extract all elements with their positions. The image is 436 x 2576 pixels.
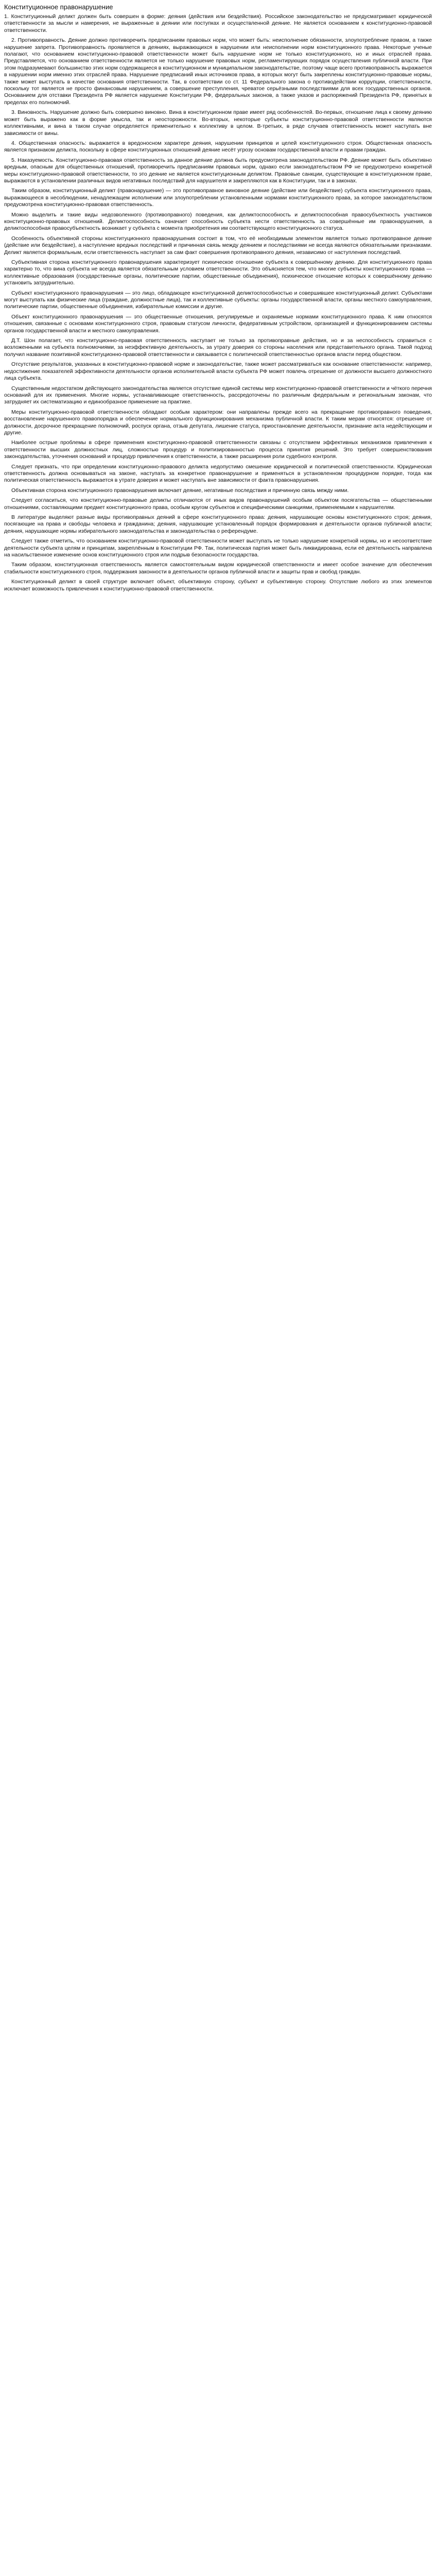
paragraph: Следует признать, что при определении конституционно-правового деликта недопустимо смешение юридической и политической ответственности. Юридическая ответственность должна основываться на законе, наступать за конкретное правонарушение и применяться в установленном процедурном порядке, тогда как политическая ответственность выражается в утрате доверия и может наступать вне зависимости от факта правонарушения. <box>4 463 432 484</box>
paragraph: Таким образом, конституционная ответственность является самостоятельным видом юридической ответственности и имеет особое значение для обеспечения стабильности конституционного строя, поддержания законности в деятельности органов публичной власти и защиты прав и свобод граждан. <box>4 562 432 575</box>
paragraph: Таким образом, конституционный деликт (правонарушение) — это противоправное виновное деяние (действие или бездействие) субъекта конституционного права, выражающееся в несоблюдении, ненадлежащем исполнении или злоупотреблении установленными нормами конституционного права, за которое законодательством предусмотрена конституционно-правовая ответственность. <box>4 188 432 208</box>
paragraph: Объективная сторона конституционного правонарушения включает деяние, негативные последствия и причинную связь между ними. <box>11 487 349 494</box>
document-title: Конституционное правонарушение <box>4 3 113 11</box>
paragraph: Следует также отметить, что основанием конституционно-правовой ответственности может выступать не только нарушение конкретной нормы, но и несоответствие деятельности субъекта целям и принципам, закреплённым в Конституции РФ. Так, политическая партия может быть ликвидирована, если её деятельность направлена на насильственное изменение основ конституционного строя или подрыв безопасности государства. <box>4 538 432 558</box>
document <box>0 0 436 608</box>
paragraph: Можно выделить и такие виды недозволенного (противоправного) поведения, как деликтоспособность и деликтоспособная правосубъектность участников конституционно-правовых отношений. Деликтоспособность означает способность субъекта нести ответственность за совершённые им правонарушения, а деликтоспособная правосубъектность возникает у субъекта с момента приобретения им соответствующего конституционного статуса. <box>4 211 432 232</box>
paragraph: Меры конституционно-правовой ответственности обладают особым характером: они направлены прежде всего на прекращение противоправного поведения, восстановление нарушенного правопорядка и обеспечение нормального функционирования механизма публичной власти. К таким мерам относятся: отрешение от должности, досрочное прекращение полномочий, роспуск органа, отзыв депутата, лишение статуса, приостановление деятельности, признание акта недействующим и другие. <box>4 409 432 436</box>
paragraph: 5. Наказуемость. Конституционно-правовая ответственность за данное деяние должна быть предусмотрена законодательством РФ. Деяние может быть объективно вредным, опасным для общественных отношений, противоречить предписаниям правовых норм, однако если законодательством РФ не предусмотрено конкретной меры конституционно-правовой ответственности, то это деяние не является конституционным деликтом. Правовые санкции, существующие в конституционном праве, выражаются в установлении различных видов негативных последствий для нарушителя и закрепляются как в Конституции, так и в законах. <box>4 157 432 184</box>
paragraph: Д.Т. Шон полагает, что конституционно-правовая ответственность наступает не только за противоправные действия, но и за неспособность справиться с возложенными на субъекта полномочиями, за неэффективную деятельность, за утрату доверия со стороны населения или представительного органа. Такой подход получил название позитивной конституционно-правовой ответственности и связывается с политической ответственностью органов власти перед обществом. <box>4 337 432 358</box>
paragraph: Следует согласиться, что конституционно-правовые деликты отличаются от иных видов правонарушений особым объектом посягательства — общественными отношениями, составляющими предмет конституционного права, особым кругом субъектов и специфическими санкциями, применяемыми к нарушителям. <box>4 497 432 511</box>
paragraph: 3. Виновность. Нарушение должно быть совершено виновно. Вина в конституционном праве имеет ряд особенностей. Во-первых, отношение лица к своему деянию может быть выражено как в форме умысла, так и неосторожности. Во-вторых, некоторые субъекты конституционно-правовой ответственности являются коллективными, и вина в таком случае определяется применительно к коллективу в целом. В-третьих, в ряде случаев ответственность может наступать вне зависимости от вины. <box>4 109 432 137</box>
paragraph: 1. Конституционный деликт должен быть совершен в форме: деяния (действия или бездействия). Российское законодательство не предусматривает юридической ответственности за мысли и намерения, не выраженные в деянии или поступках и осуществленной деяние. Не является основанием к конституционно-правовой ответственности. <box>4 13 432 33</box>
paragraph: Субъективная сторона конституционного правонарушения характеризует психическое отношение субъекта к совершённому деянию. Для конституционного права характерно то, что вина субъекта не всегда является обязательным условием ответственности. Это объясняется тем, что многие субъекты конституционного права — коллективные образования (государственные органы, политические партии, общественные объединения), психическое отношение которых к совершённому деянию установить затруднительно. <box>4 259 432 286</box>
paragraph: Особенность объективной стороны конституционного правонарушения состоит в том, что её необходимым элементом является только противоправное деяние (действие или бездействие), а наступление вредных последствий и причинная связь между деянием и последствиями не всегда являются обязательными признаками. Деликт является формальным, если ответственность наступает за сам факт совершения противоправного деяния, независимо от наступления последствий. <box>4 235 432 256</box>
paragraph: Существенным недостатком действующего законодательства является отсутствие единой системы мер конституционно-правовой ответственности и чёткого перечня оснований для их применения. Многие нормы, устанавливающие ответственность, рассредоточены по различным федеральным и региональным законам, что затрудняет их систематизацию и единообразное применение на практике. <box>4 385 432 405</box>
paragraph: 4. Общественная опасность: выражается в вредоносном характере деяния, нарушении принципов и целей конституционного строя. Общественная опасность является признаком деликта, поскольку в сфере конституционных отношений деяние несёт угрозу основам государственной власти и правам граждан. <box>4 140 432 154</box>
paragraph: Наиболее острые проблемы в сфере применения конституционно-правовой ответственности связаны с отсутствием эффективных механизмов привлечения к ответственности высших должностных лиц, сложностью процедур и политизированностью процесса принятия решений. Это требует совершенствования законодательства, уточнения оснований и процедур привлечения к ответственности, а также расширения роли судебного контроля. <box>4 439 432 460</box>
paragraph: 2. Противоправность. Деяние должно противоречить предписаниям правовых норм, что может быть: неисполнение обязанности, злоупотребление правом, а также нарушение запрета. Противоправность проявляется в деяниях, выражающихся в нарушении или неисполнении норм конституционного права. Некоторые ученые полагают, что основанием конституционно-правовой ответственности может быть нарушение норм не только конституционного, но и иных отраслей права. Представляется, что основанием ответственности является не только нарушение правовых норм, регламентирующих порядок осуществления публичной власти. При этом подразумевают большинство этих норм содержащиеся в конституционном и муниципальном законодательстве, поэтому чаще всего противоправность выражается в нарушении норм именно этих отраслей права. Нарушение предписаний иных источников права, в которых могут быть закреплены конституционно-правовые нормы, также может выступать в качестве основания ответственности. Так, в соответствии со ст. 11 Федерального закона о противодействии коррупции, ответственности, поскольку тот является не просто финансовым нарушением, а совершение преступления, чреватое серьёзными последствиями для всех государственных органов. Основанием для отставки Президента РФ является нарушение Конституции РФ, федеральных законов, а также указов и распоряжений Президента РФ, принятых в пределах его полномочий. <box>4 37 432 106</box>
paragraph: В литературе выделяют разные виды противоправных деяний в сфере конституционного права: деяния, нарушающие основы конституционного строя; деяния, посягающие на права и свободы человека и гражданина; деяния, нарушающие установленный порядок формирования и деятельности органов публичной власти; деяния, нарушающие нормы избирательного законодательства и законодательства о референдуме. <box>4 514 432 534</box>
document-body <box>4 13 432 592</box>
paragraph: Объект конституционного правонарушения — это общественные отношения, регулируемые и охраняемые нормами конституционного права. К ним относятся отношения, связанные с основами конституционного строя, правовым статусом личности, федеративным устройством, организацией и функционированием системы органов государственной власти и местного самоуправления. <box>4 313 432 334</box>
paragraph: Субъект конституционного правонарушения — это лицо, обладающее конституционной деликтоспособностью и совершившее конституционный деликт. Субъектами могут выступать как физические лица (граждане, должностные лица), так и коллективные субъекты: органы государственной власти, органы местного самоуправления, политические партии, общественные объединения, избирательные комиссии и другие. <box>4 290 432 310</box>
paragraph: Конституционный деликт в своей структуре включает объект, объективную сторону, субъект и субъективную сторону. Отсутствие любого из этих элементов исключает возможность привлечения к конституционно-правовой ответственности. <box>4 579 432 592</box>
paragraph: Отсутствие результатов, указанных в конституционно-правовой норме и законодательстве, также может рассматриваться как основание ответственности: например, недостижение показателей эффективности деятельности органов исполнительной власти субъекта РФ может повлечь отрешение от должности высшего должностного лица субъекта. <box>4 361 432 382</box>
